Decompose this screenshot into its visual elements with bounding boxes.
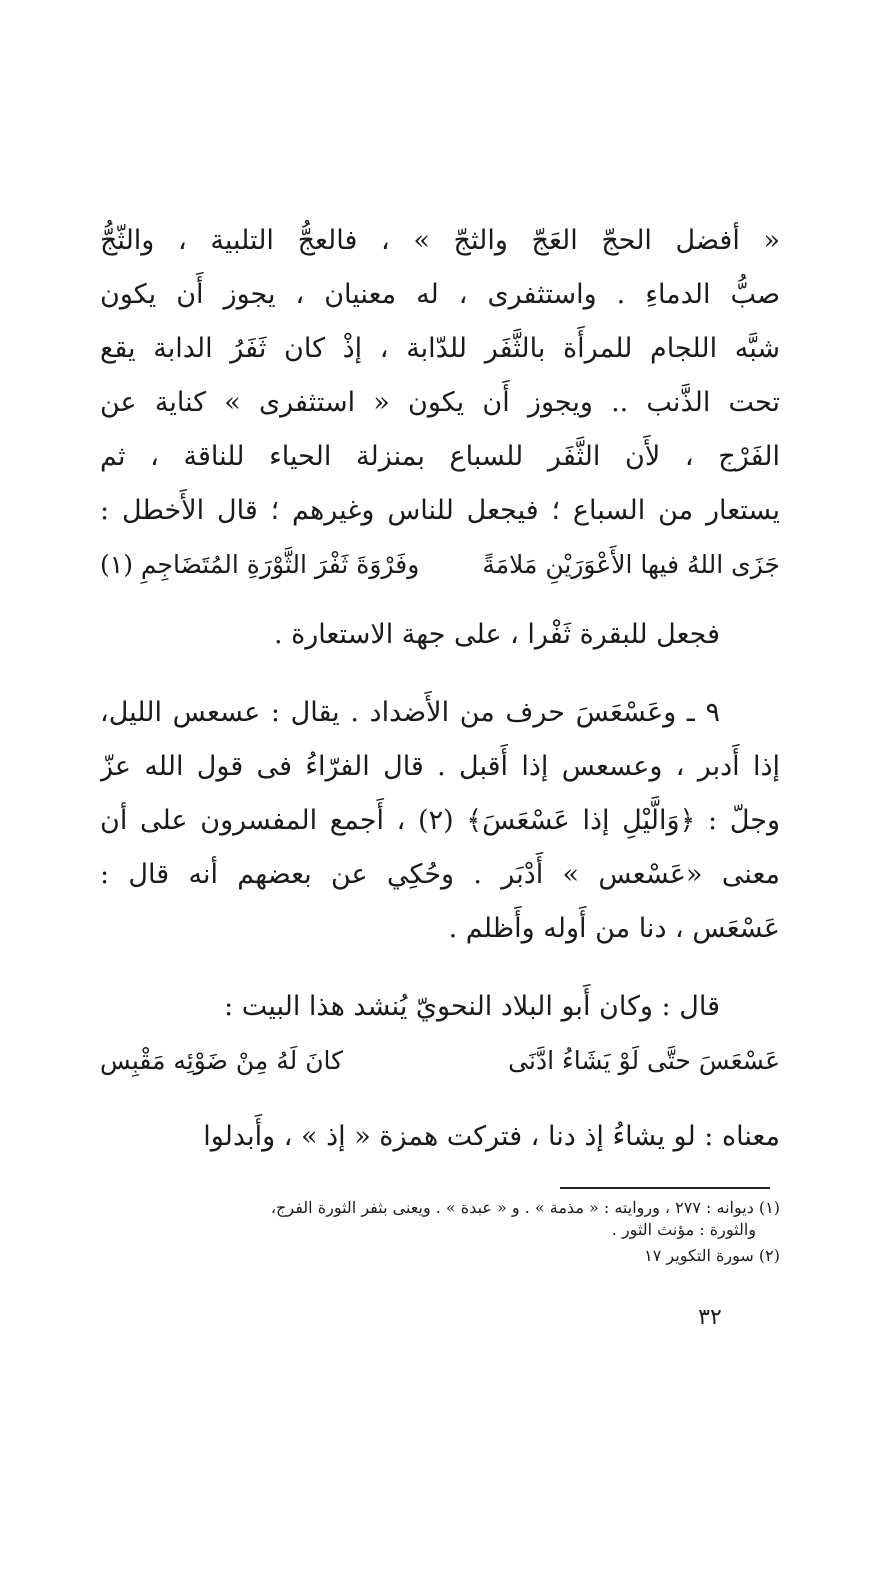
text-line-3: شبَّه اللجام للمرأَة بالثَّفَر للدّابة ، إذْ كان ثَفَرُ الدابة يقع (100, 333, 780, 364)
verse-akhtal-first-half: جَزَى اللهُ فيها الأَعْوَرَيْنِ مَلامَةً (482, 550, 780, 579)
verse-akhtal-second-half: وفَرْوَةَ ثَفْرَ الثَّوْرَةِ المُتَضَاجِمِ (١) (100, 550, 420, 579)
verse-abu-al-bilad-first-half: عَسْعَسَ حتَّى لَوْ يَشَاءُ ادَّنَى (508, 1046, 780, 1075)
text-line-before-verse-2: قال : وكان أَبو البلاد النحويّ يُنشد هذا البيت : (224, 991, 720, 1022)
text-line-last: معناه : لو يشاءُ إذ دنا ، فتركت همزة « إذ » ، وأَبدلوا (203, 1121, 780, 1152)
verse-abu-al-bilad-second-half: كانَ لَهُ مِنْ ضَوْئِه مَقْبِس (100, 1046, 344, 1075)
text-line-1: « أفضل الحجّ العَجّ والثجّ » ، فالعجُّ التلبية ، والثّجُّ (100, 225, 780, 256)
verse-abu-al-bilad (100, 1034, 780, 1088)
section-9-line-2: إذا أَدبر ، وعسعس إذا أَقبل . قال الفرّاءُ فى قول الله عزّ (100, 751, 780, 782)
page-number: ٣٢ (698, 1305, 722, 1330)
footnote-2: (٢) سورة التكوير ١٧ (644, 1246, 780, 1265)
footnote-1-continued: والثورة : مؤنث الثور . (611, 1220, 756, 1239)
section-9-line-5: عَسْعَس ، دنا من أَوله وأَظلم . (448, 913, 780, 944)
text-line-5: الفَرْج ، لأَن الثَّفَر للسباع بمنزلة الحياء للناقة ، ثم (100, 441, 780, 472)
text-line-6: يستعار من السباع ؛ فيجعل للناس وغيرهم ؛ قال الأَخطل : (100, 495, 780, 526)
section-9-line-1: ٩ ـ وعَسْعَسَ حرف من الأَضداد . يقال : عسعس الليل، (100, 697, 720, 728)
text-line-2: صبُّ الدماءِ . واستثفرى ، له معنيان ، يجوز أَن يكون (100, 279, 780, 310)
verse-akhtal (100, 538, 780, 592)
section-9-line-4: معنى «عَسْعس » أَدْبَر . وحُكِي عن بعضهم أنه قال : (100, 859, 780, 890)
footnote-1: (١) ديوانه : ٢٧٧ ، وروايته : « مذمة » . و « عبدة » . ويعنى بثفر الثورة الفرج، (270, 1198, 780, 1217)
text-line-4: تحت الذَّنب .. ويجوز أَن يكون « استثفرى » كناية عن (100, 387, 780, 418)
text-line-after-verse: فجعل للبقرة ثَفْرا ، على جهة الاستعارة . (273, 619, 720, 650)
section-9-line-3: وجلّ : ﴿وَالَّيْلِ إذا عَسْعَسَ﴾ (٢) ، أَجمع المفسرون على أن (100, 805, 780, 836)
footnote-divider (560, 1187, 770, 1189)
